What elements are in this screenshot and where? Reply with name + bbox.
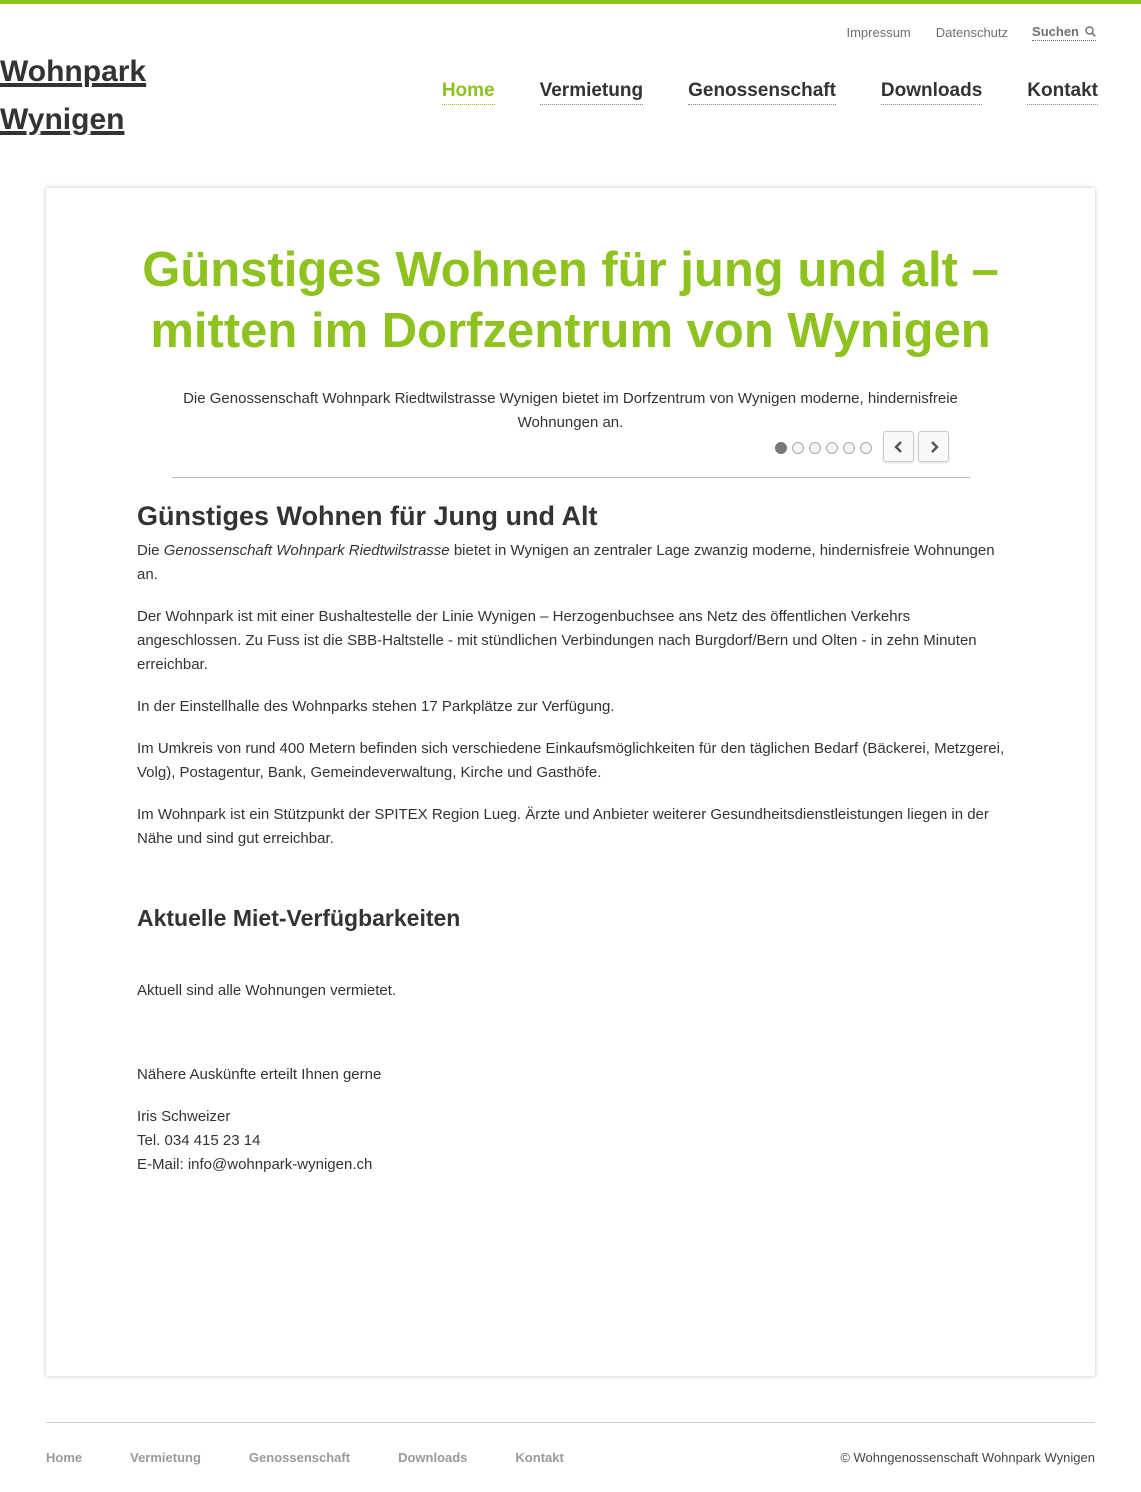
slider-dot[interactable] (809, 442, 821, 454)
search-label: Suchen (1032, 24, 1079, 39)
impressum-link[interactable]: Impressum (846, 25, 911, 40)
nav-home[interactable]: Home (442, 79, 495, 105)
main-navigation (397, 79, 1098, 105)
content-card (46, 188, 1095, 1376)
hero-title (46, 240, 1095, 362)
chevron-right-icon (928, 440, 940, 454)
nav-genossenschaft[interactable]: Genossenschaft (688, 79, 836, 105)
intro-end: bietet in Wynigen an zentraler Lage zwanzig moderne, hindernisfreie Wohnungen an. (137, 542, 995, 583)
slider-pagination (775, 442, 877, 454)
slider-dot[interactable] (775, 442, 787, 454)
slider-next-button[interactable] (918, 431, 949, 462)
main-content (137, 499, 1017, 1177)
footer-navigation (46, 1450, 612, 1465)
hero-text-line-2: Wohnungen an. (517, 414, 624, 431)
footer-divider (46, 1422, 1095, 1423)
slider-dot[interactable] (843, 442, 855, 454)
content-heading: Günstiges Wohnen für Jung und Alt (137, 501, 598, 531)
hero-divider (172, 477, 970, 478)
nav-downloads[interactable]: Downloads (881, 79, 982, 105)
slider-dot[interactable] (826, 442, 838, 454)
availability-heading: Aktuelle Miet-Verfügbarkeiten (137, 905, 461, 931)
slider-dot[interactable] (792, 442, 804, 454)
contact-email: E-Mail: info@wohnpark-wynigen.ch (137, 1156, 373, 1173)
contact-phone: Tel. 034 415 23 14 (137, 1132, 261, 1149)
footer-nav-home[interactable]: Home (46, 1450, 83, 1465)
search-link[interactable] (1032, 24, 1096, 41)
health-paragraph: Im Wohnpark ist ein Stützpunkt der SPITEX Region Lueg. Ärzte und Anbieter weiterer Gesundheitsdienstleistungen liegen in der Nähe und sind gut erreichbar. (137, 806, 989, 847)
logo-line-1: Wohnpark (0, 55, 147, 88)
contact-name: Iris Schweizer (137, 1108, 231, 1125)
availability-text: Aktuell sind alle Wohnungen vermietet. (137, 982, 397, 999)
top-accent-bar (0, 0, 1141, 4)
transport-paragraph: Der Wohnpark ist mit einer Bushaltestelle der Linie Wynigen – Herzogenbuchsee ans Netz des öffentlichen Verkehrs angeschlossen. Zu Fuss ist die SBB-Haltstelle - mit stündlichen Verbindungen nach Burgdorf/Bern und Olten - in zehn Minuten erreichbar. (137, 608, 977, 673)
nav-kontakt[interactable]: Kontakt (1027, 79, 1098, 105)
footer-nav-vermietung[interactable]: Vermietung (130, 1450, 201, 1465)
intro-start: Die (137, 542, 164, 559)
intro-paragraph (137, 539, 1017, 587)
datenschutz-link[interactable]: Datenschutz (935, 25, 1009, 40)
nav-vermietung[interactable]: Vermietung (540, 79, 643, 105)
hero-text-line-1: Die Genossenschaft Wohnpark Riedtwilstrasse Wynigen bietet im Dorfzentrum von Wynigen moderne, hindernisfreie (183, 390, 958, 407)
site-logo[interactable] (0, 48, 146, 144)
meta-navigation (821, 24, 1096, 41)
shopping-paragraph: Im Umkreis von rund 400 Metern befinden sich verschiedene Einkaufsmöglichkeiten für den täglichen Bedarf (Bäckerei, Metzgerei, Volg), Postagentur, Bank, Gemeindeverwaltung, Kirche und Gasthöfe. (137, 740, 1005, 781)
footer-nav-downloads[interactable]: Downloads (398, 1450, 468, 1465)
footer-nav-kontakt[interactable]: Kontakt (515, 1450, 564, 1465)
chevron-left-icon (893, 440, 905, 454)
copyright: © Wohngenossenschaft Wohnpark Wynigen (840, 1450, 1095, 1465)
intro-emphasis: Genossenschaft Wohnpark Riedtwilstrasse (163, 542, 450, 559)
info-text: Nähere Auskünfte erteilt Ihnen gerne (137, 1066, 382, 1083)
logo-line-2: Wynigen (0, 103, 125, 136)
hero-text (166, 387, 975, 435)
search-icon (1085, 26, 1096, 37)
hero-title-line-1: Günstiges Wohnen für jung und alt – (142, 243, 999, 297)
parking-paragraph: In der Einstellhalle des Wohnparks stehen 17 Parkplätze zur Verfügung. (137, 698, 615, 715)
slider-dot[interactable] (860, 442, 872, 454)
slider-prev-button[interactable] (883, 431, 914, 462)
hero-title-line-2: mitten im Dorfzentrum von Wynigen (150, 304, 991, 358)
footer-nav-genossenschaft[interactable]: Genossenschaft (248, 1450, 351, 1465)
